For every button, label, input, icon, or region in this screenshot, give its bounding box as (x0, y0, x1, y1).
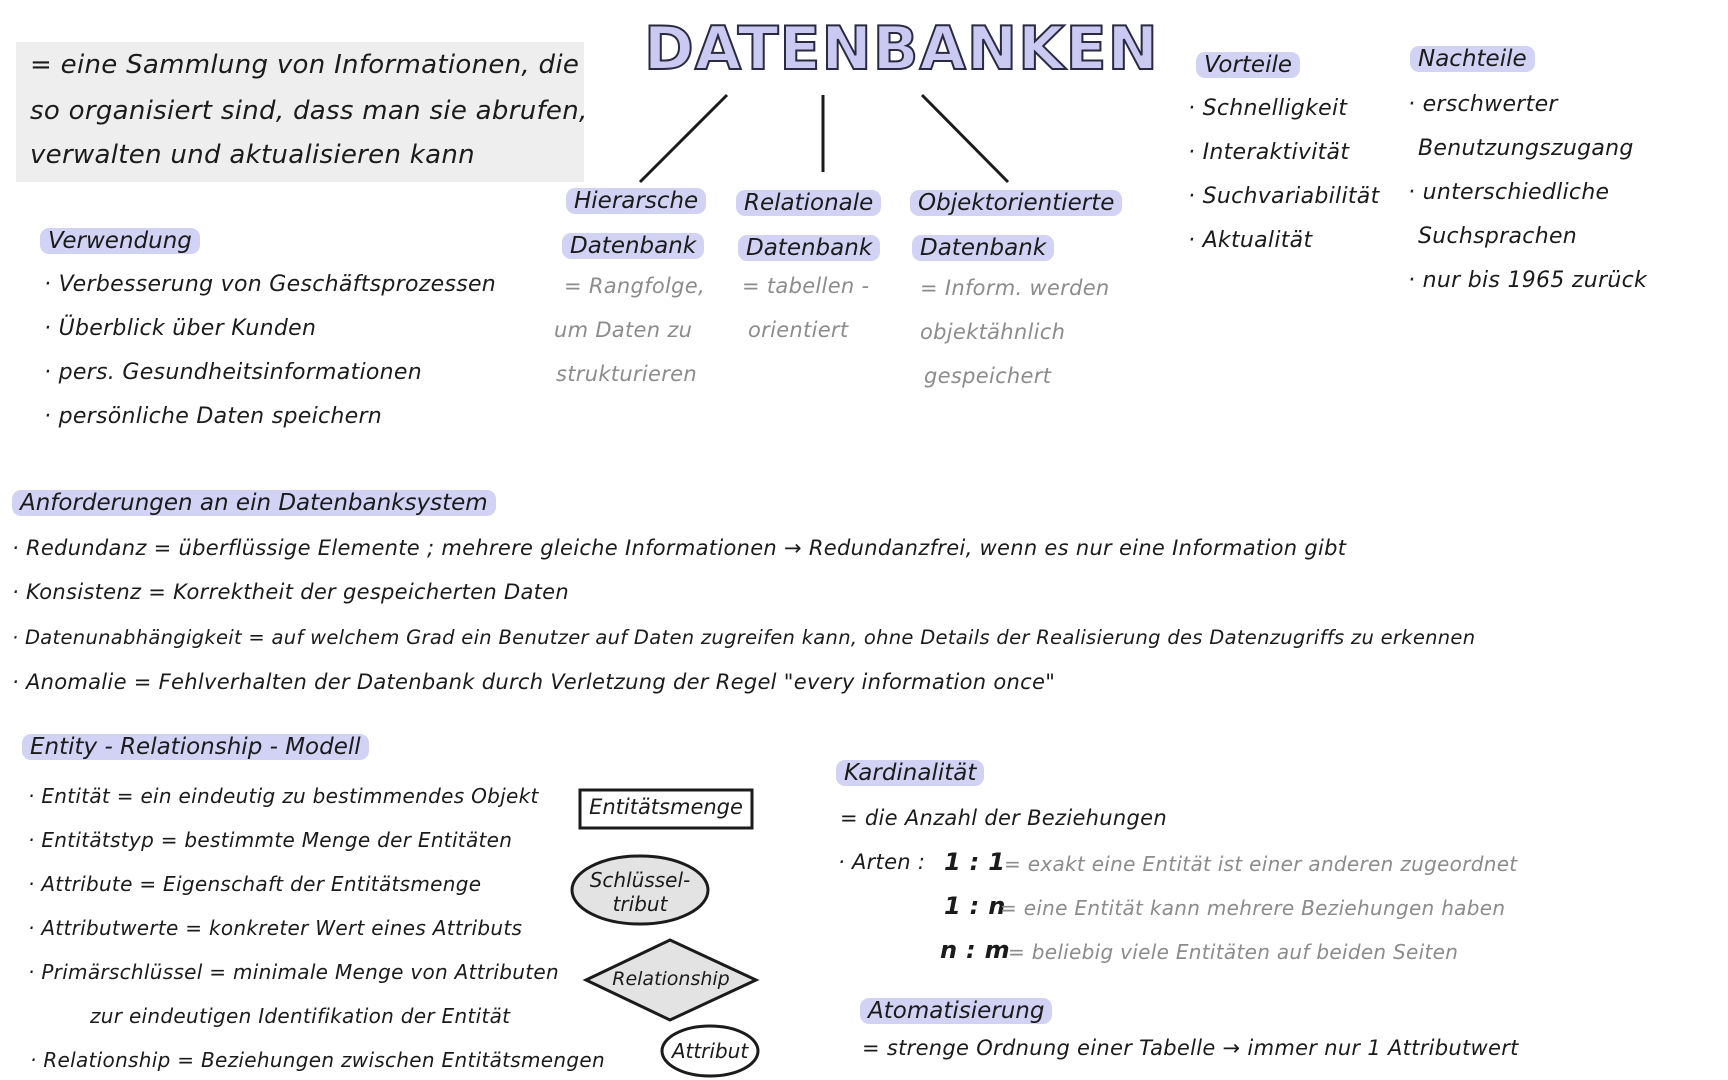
anforderungen-anomalie: · Anomalie = Fehlverhalten der Datenbank durch Verletzung der Regel "every information once" (12, 670, 1056, 694)
verwendung-item-2: · Überblick über Kunden (44, 316, 317, 341)
atomatisierung-heading: Atomatisierung (860, 998, 1052, 1024)
nachteile-item-5: · nur bis 1965 zurück (1408, 268, 1648, 293)
type-relational-heading-2: Datenbank (738, 235, 880, 261)
kardinalitaet-desc-1-1: = exakt eine Entität ist einer anderen zugeordnet (1004, 852, 1518, 876)
kardinalitaet-definition: = die Anzahl der Beziehungen (840, 806, 1167, 830)
anforderungen-konsistenz: · Konsistenz = Korrektheit der gespeicherten Daten (12, 580, 569, 604)
er-item-attribute: · Attribute = Eigenschaft der Entitätsmenge (28, 872, 482, 896)
kardinalitaet-arten-label: · Arten : (838, 850, 926, 874)
verwendung-item-1: · Verbesserung von Geschäftsprozessen (44, 272, 497, 297)
er-shapes (570, 780, 770, 1080)
anforderungen-datenunabhaengigkeit: · Datenunabhängigkeit = auf welchem Grad ein Benutzer auf Daten zugreifen kann, ohne Details der Realisierung des Datenzugriffs zu erkennen (12, 626, 1476, 649)
vorteile-item-1: · Schnelligkeit (1188, 96, 1348, 121)
type-object-heading-2: Datenbank (912, 235, 1054, 261)
key-attribute-label-2: tribut (612, 892, 668, 916)
nachteile-item-4: Suchsprachen (1418, 224, 1578, 249)
definition-line-1: = eine Sammlung von Informationen, die (30, 50, 580, 80)
type-object-desc-3: gespeichert (924, 364, 1052, 388)
kardinalitaet-heading: Kardinalität (836, 760, 984, 786)
kardinalitaet-ratio-1-1: 1 : 1 (944, 848, 1006, 876)
verwendung-heading: Verwendung (40, 228, 200, 254)
type-relational-desc-1: = tabellen - (742, 274, 870, 298)
er-item-attributwerte: · Attributwerte = konkreter Wert eines Attributs (28, 916, 523, 940)
type-relational-desc-2: orientiert (748, 318, 849, 342)
anforderungen-redundanz: · Redundanz = überflüssige Elemente ; mehrere gleiche Informationen → Redundanzfrei, wenn es nur eine Information gibt (12, 536, 1347, 560)
er-item-entitaetstyp: · Entitätstyp = bestimmte Menge der Entitäten (28, 828, 513, 852)
kardinalitaet-desc-n-m: = beliebig viele Entitäten auf beiden Seiten (1008, 940, 1459, 964)
definition-line-3: verwalten und aktualisieren kann (30, 140, 475, 170)
type-hierarchical-heading-2: Datenbank (562, 233, 704, 259)
page-title: DATENBANKEN (644, 14, 1159, 84)
anforderungen-heading: Anforderungen an ein Datenbanksystem (12, 490, 496, 516)
atomatisierung-text: = strenge Ordnung einer Tabelle → immer nur 1 Attributwert (862, 1036, 1519, 1060)
type-hierarchical-heading-1: Hierarsche (566, 188, 706, 214)
kardinalitaet-desc-1-n: = eine Entität kann mehrere Beziehungen haben (1000, 896, 1506, 920)
type-object-desc-1: = Inform. werden (920, 276, 1110, 300)
er-item-primaerschluessel-cont: zur eindeutigen Identifikation der Entität (90, 1004, 511, 1028)
entity-set-label: Entitätsmenge (589, 795, 743, 819)
nachteile-item-2: Benutzungszugang (1418, 136, 1634, 161)
relationship-label: Relationship (612, 968, 730, 990)
nachteile-item-3: · unterschiedliche (1408, 180, 1610, 205)
type-hierarchical-desc-3: strukturieren (556, 362, 697, 386)
nachteile-item-1: · erschwerter (1408, 92, 1558, 117)
kardinalitaet-ratio-n-m: n : m (940, 936, 1010, 964)
verwendung-item-4: · persönliche Daten speichern (44, 404, 383, 429)
nachteile-heading: Nachteile (1410, 46, 1535, 72)
definition-line-2: so organisiert sind, dass man sie abrufen, (30, 96, 588, 126)
type-object-desc-2: objektähnlich (920, 320, 1066, 344)
vorteile-item-4: · Aktualität (1188, 228, 1313, 253)
er-item-relationship: · Relationship = Beziehungen zwischen Entitätsmengen (30, 1048, 605, 1072)
vorteile-heading: Vorteile (1196, 52, 1300, 78)
type-relational-heading-1: Relationale (736, 190, 881, 216)
key-attribute-label-1: Schlüssel- (589, 868, 691, 892)
er-item-primaerschluessel: · Primärschlüssel = minimale Menge von Attributen (28, 960, 559, 984)
type-object-heading-1: Objektorientierte (910, 190, 1122, 216)
connector-line-hierarchical (640, 95, 727, 182)
er-item-entitaet: · Entität = ein eindeutig zu bestimmendes Objekt (28, 784, 539, 808)
connector-line-object (922, 95, 1008, 182)
er-modell-heading: Entity - Relationship - Modell (22, 734, 369, 760)
type-hierarchical-desc-2: um Daten zu (554, 318, 693, 342)
verwendung-item-3: · pers. Gesundheitsinformationen (44, 360, 422, 385)
attribute-label: Attribut (671, 1039, 749, 1063)
vorteile-item-2: · Interaktivität (1188, 140, 1350, 165)
kardinalitaet-ratio-1-n: 1 : n (944, 892, 1006, 920)
vorteile-item-3: · Suchvariabilität (1188, 184, 1380, 209)
type-hierarchical-desc-1: = Rangfolge, (564, 274, 705, 298)
